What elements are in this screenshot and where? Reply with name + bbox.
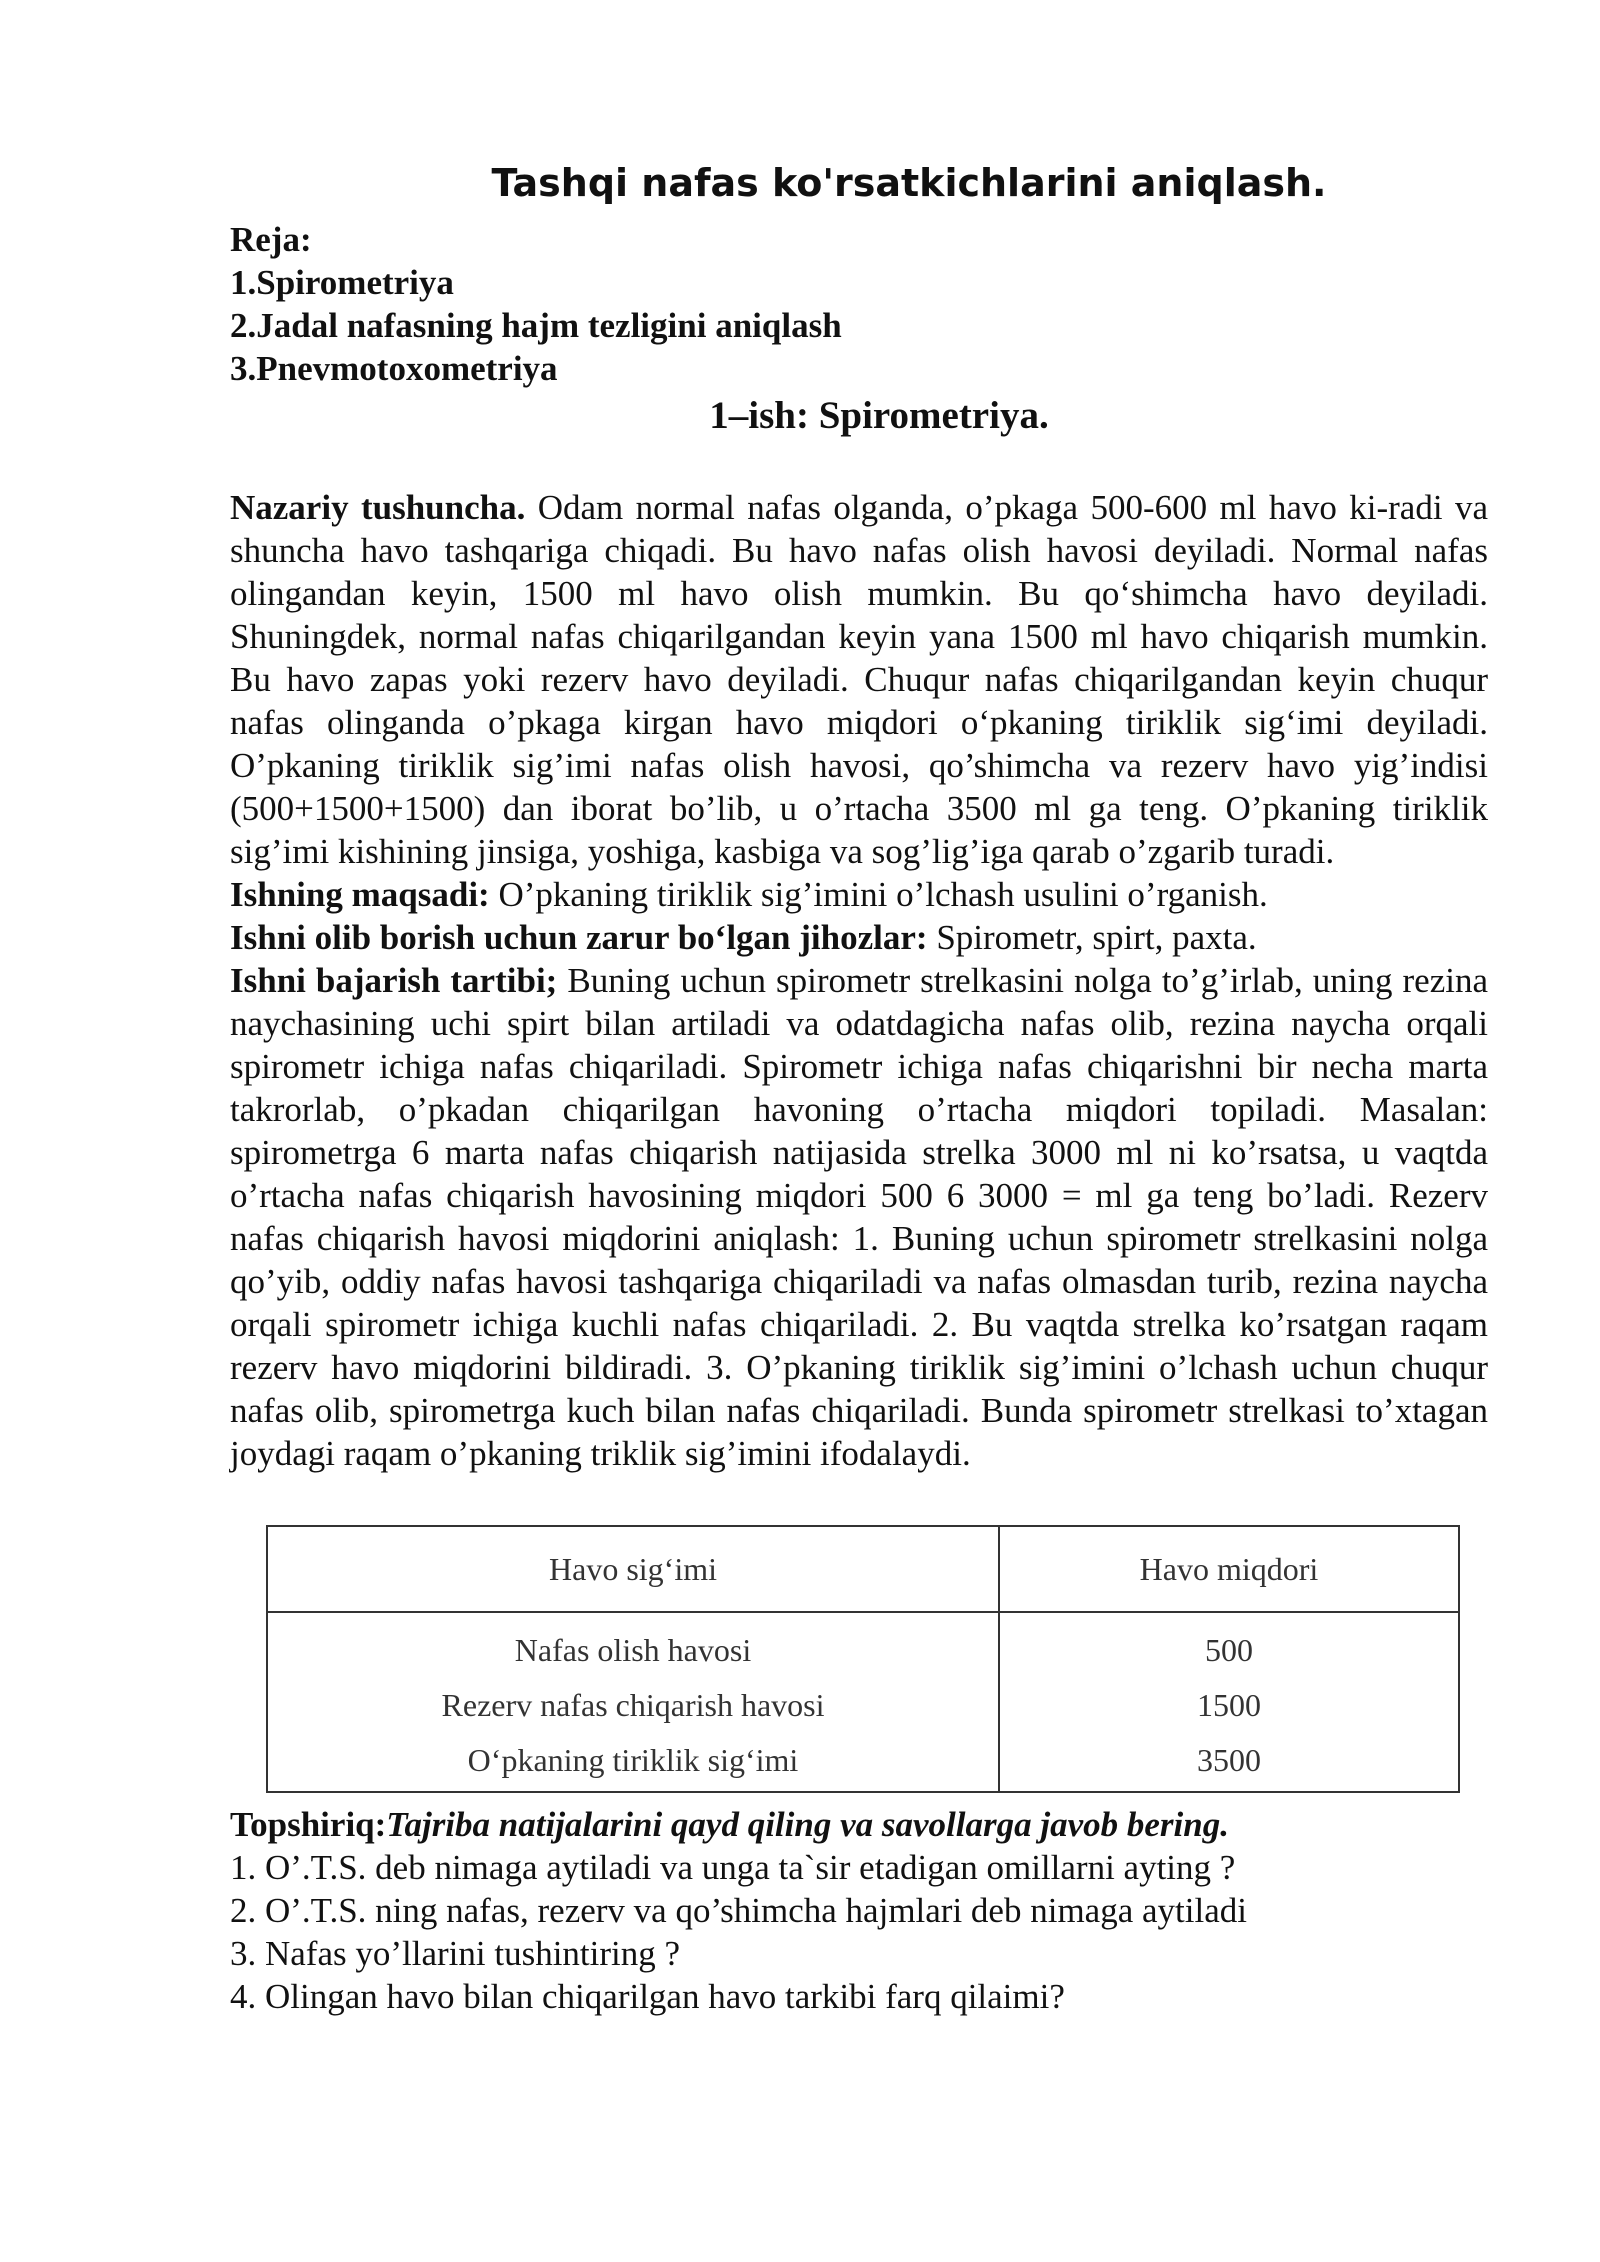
question-item: 1. O’.T.S. deb nimaga aytiladi va unga ta`sir etadigan omillarni ayting ? (230, 1848, 1236, 1887)
table-cell: O‘pkaning tiriklik sig‘imi (267, 1733, 999, 1792)
table-cell: 1500 (999, 1678, 1459, 1733)
procedure-label: Ishni bajarish tartibi; (230, 961, 558, 1000)
table-header: Havo miqdori (999, 1526, 1459, 1612)
plan-item: 1.Spirometriya (230, 263, 454, 302)
plan-item: 2.Jadal nafasning hajm tezligini aniqlash (230, 306, 842, 345)
table-header-row (267, 1526, 1459, 1612)
plan (230, 218, 1488, 390)
table-row (267, 1733, 1459, 1792)
table-cell: Nafas olish havosi (267, 1612, 999, 1678)
goal-label: Ishning maqsadi: (230, 875, 490, 914)
task-section (230, 1803, 1488, 2018)
air-volume-table (266, 1525, 1460, 1793)
equipment-text: Spirometr, spirt, paxta. (927, 918, 1257, 957)
page-title: Tashqi nafas ko'rsatkichlarini aniqlash. (491, 161, 1327, 205)
table-cell: 500 (999, 1612, 1459, 1678)
task-label: Topshiriq: (230, 1805, 387, 1844)
goal-text: O’pkaning tiriklik sig’imini o’lchash usulini o’rganish. (489, 875, 1268, 914)
equipment-paragraph (230, 916, 1488, 959)
table-cell: Rezerv nafas chiqarish havosi (267, 1678, 999, 1733)
table-header: Havo sig‘imi (267, 1526, 999, 1612)
equipment-label: Ishni olib borish uchun zarur bo‘lgan jihozlar: (230, 918, 928, 957)
plan-heading: Reja: (230, 220, 312, 259)
task-heading (230, 1803, 1488, 1846)
procedure-paragraph (230, 959, 1488, 1475)
procedure-text: Buning uchun spirometr strelkasini nolga to’g’irlab, uning rezina naychasining uchi spirt bilan artiladi va odatdagicha nafas olib, rezina naycha orqali spirometr ichiga nafas chiqariladi. Spirometr ichiga nafas chiqarishni bir necha marta takrorlab, o’pkadan chiqarilgan havoning o’rtacha miqdori topiladi. Masalan: spirometrga 6 marta nafas chiqarish natijasida strelka 3000 ml ni ko’rsatsa, u vaqtda o’rtacha nafas chiqarish havosining miqdori 500 6 3000 = ml ga teng bo’ladi. Rezerv nafas chiqarish havosi miqdorini aniqlash: 1. Buning uchun spirometr strelkasini nolga qo’yib, oddiy nafas havosi tashqariga chiqariladi va nafas olmasdan turib, rezina naycha orqali spirometr ichiga kuchli nafas chiqariladi. 2. Bu vaqtda strelka ko’rsatgan raqam rezerv havo miqdorini bildiradi. 3. O’pkaning tiriklik sig’imini o’lchash uchun chuqur nafas olib, spirometrga kuch bilan nafas chiqariladi. Bunda spirometr strelkasi to’xtagan joydagi raqam o’pkaning triklik sig’imini ifodalaydi. (230, 961, 1488, 1473)
question-item: 2. O’.T.S. ning nafas, rezerv va qo’shimcha hajmlari deb nimaga aytiladi (230, 1891, 1247, 1930)
theory-text: Odam normal nafas olganda, o’pkaga 500-600 ml havo ki-radi va shuncha havo tashqariga chiqadi. Bu havo nafas olish havosi deyiladi. Normal nafas olingandan keyin, 1500 ml havo olish mumkin. Bu qo‘shimcha havo deyiladi. Shuningdek, normal nafas chiqarilgandan keyin yana 1500 ml havo chiqarish mumkin. Bu havo zapas yoki rezerv havo deyiladi. Chuqur nafas chiqarilgandan keyin chuqur nafas olinganda o’pkaga kirgan havo miqdori o‘pkaning tiriklik sig‘imi deyiladi. O’pkaning tiriklik sig’imi nafas olish havosi, qo’shimcha va rezerv havo yig’indisi (500+1500+1500) dan iborat bo’lib, u o’rtacha 3500 ml ga teng. O’pkaning tiriklik sig’imi kishining jinsiga, yoshiga, kasbiga va sog’lig’iga qarab o’zgarib turadi. (230, 488, 1488, 871)
goal-paragraph (230, 873, 1488, 916)
document-page (230, 150, 1488, 2018)
table-cell: 3500 (999, 1733, 1459, 1792)
plan-item: 3.Pnevmotoxometriya (230, 349, 558, 388)
question-item: 4. Olingan havo bilan chiqarilgan havo tarkibi farq qilaimi? (230, 1977, 1065, 2016)
theory-label: Nazariy tushuncha. (230, 488, 526, 527)
work-title: 1–ish: Spirometriya. (709, 394, 1049, 437)
task-instruction: Tajriba natijalarini qayd qiling va savollarga javob bering. (386, 1805, 1229, 1844)
table-row (267, 1612, 1459, 1678)
question-item: 3. Nafas yo’llarini tushintiring ? (230, 1934, 681, 1973)
table-row (267, 1678, 1459, 1733)
theory-paragraph (230, 486, 1488, 873)
